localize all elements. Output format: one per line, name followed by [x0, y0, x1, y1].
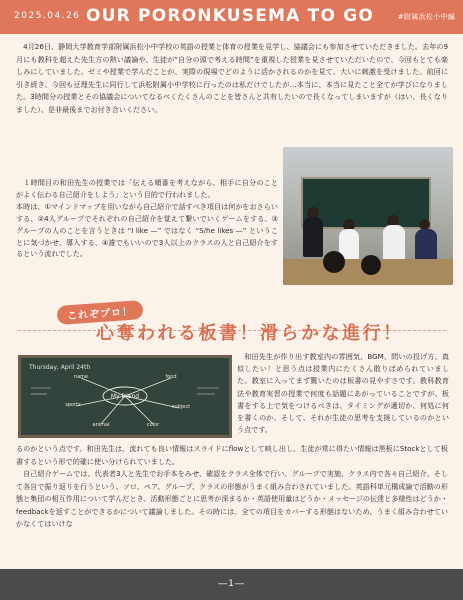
board-item: subject [171, 404, 191, 410]
mind-map-drawing [21, 358, 229, 435]
page-header [0, 0, 463, 34]
lesson-paragraph-2: 本時は、①マインドマップを用いながら自己紹介で話すべき項目は何かをおさらいする、②4人グループでそれぞれの自己紹介を覚えて繋いでいくゲームをする、③グループの人のことを言うときは “I like —” ではなく “S/he likes —” ということに気づかせ、導入する、④誰でもいいので3人以上のクラスの人と自己紹介をするという流れでした。 [16, 201, 278, 259]
lesson-paragraph-1: １時間目の和田先生の授業では「伝える順番を考えながら、相手に自分のことがよく伝わる自己紹介をしよう」という目的で行われました。 [16, 178, 278, 199]
section-badge: これぞプロ！ [56, 300, 143, 325]
student-head [323, 251, 345, 273]
header-hashtag: #附属浜松小中編 [397, 13, 455, 21]
intro-paragraph: 4月26日、静岡大学教育学部附属浜松小中学校の英語の授業と体育の授業を見学し、協議会にも参加させていただきました。去年の9月にも教科を超えた先生方の熱い議論や、生徒が“自分の頭で考える時間”を重視した授業を見させていただいたので、今回もとても楽しみにしていました。ゼミや授業で学んだことが、実際の現場でどのように活かされるのかを見て、大いに刺激を受けました。前回に引き続き、今回も豆理先生に同行して浜松附属小中学校に行ったのは私だけでしたが…本当に、本当に見たこと全てが学びになりました。3時間分の授業とその協議会についてなるべくたくさんのことを皆さんと共有したいので長くなってしまいますが（はい、長くなりました）、是非最後までお付き合いください。 [16, 42, 448, 114]
board-item: food [165, 374, 177, 380]
board-center-word: My friend [110, 393, 140, 400]
page-footer [0, 569, 463, 600]
board-item: name [73, 374, 89, 380]
teacher-figure [303, 217, 323, 257]
section-heading: 心奪われる板書！滑らかな進行！ [96, 323, 404, 344]
blackboard-photo [18, 355, 232, 438]
board-item: color [146, 422, 160, 428]
page-number: ―1― [218, 579, 245, 589]
student-head [361, 255, 381, 275]
board-item: sports [65, 402, 81, 408]
board-item: animal [92, 422, 110, 428]
activity-commentary: るのかという点です。和田先生は、流れても良い情報はスライドにflowとして映し出し、生徒が常に得たい情報は黒板にStockとして板書するという形で的確に使い分けられていました。 自己紹介ゲームでは、代表者3人と先生でお手本をみせ、確認をクラス全体で行い、グループで実施、クラス内で各々自己紹介、そして各自で振り返りを行うという、ソロ、ペア、グループ、クラスの形態がうまく組み合わされていました。英語科単元構成論で活動の形態と集団の相互作用について学んだとき、活動形態ごとに思考が深まるか・英語使用量はどうか・メッセージの伝達と多様性はどうか・feedbackを返すことができるかについて議論しました。その時には、全ての項目をカバーする形態はないため、うまく組み合わせていかなくてはいけな [16, 444, 448, 528]
header-date: 2025.04.26 [14, 11, 81, 21]
lesson-description [16, 177, 278, 260]
classroom-photo [283, 147, 453, 285]
newsletter-title: OUR PORONKUSEMA TO GO [85, 6, 375, 26]
board-title: Thursday, April 24th [29, 364, 91, 371]
board-writing-commentary: 和田先生が作り出す教室内の雰囲気、BGM、問いの投げ方、真似したい！と思う点は授業内にたくさん散りばめられていました。教室に入ってまず驚いたのは板書の見やすさです。教科教育法や教育実習の授業で何度も話題にあがっていることですが、板書をする上で気をつけるべきは、タイミングが適切か、何処に何を書くのか、そして、それが生徒の思考を支援しているのかという点です。 [237, 352, 449, 435]
